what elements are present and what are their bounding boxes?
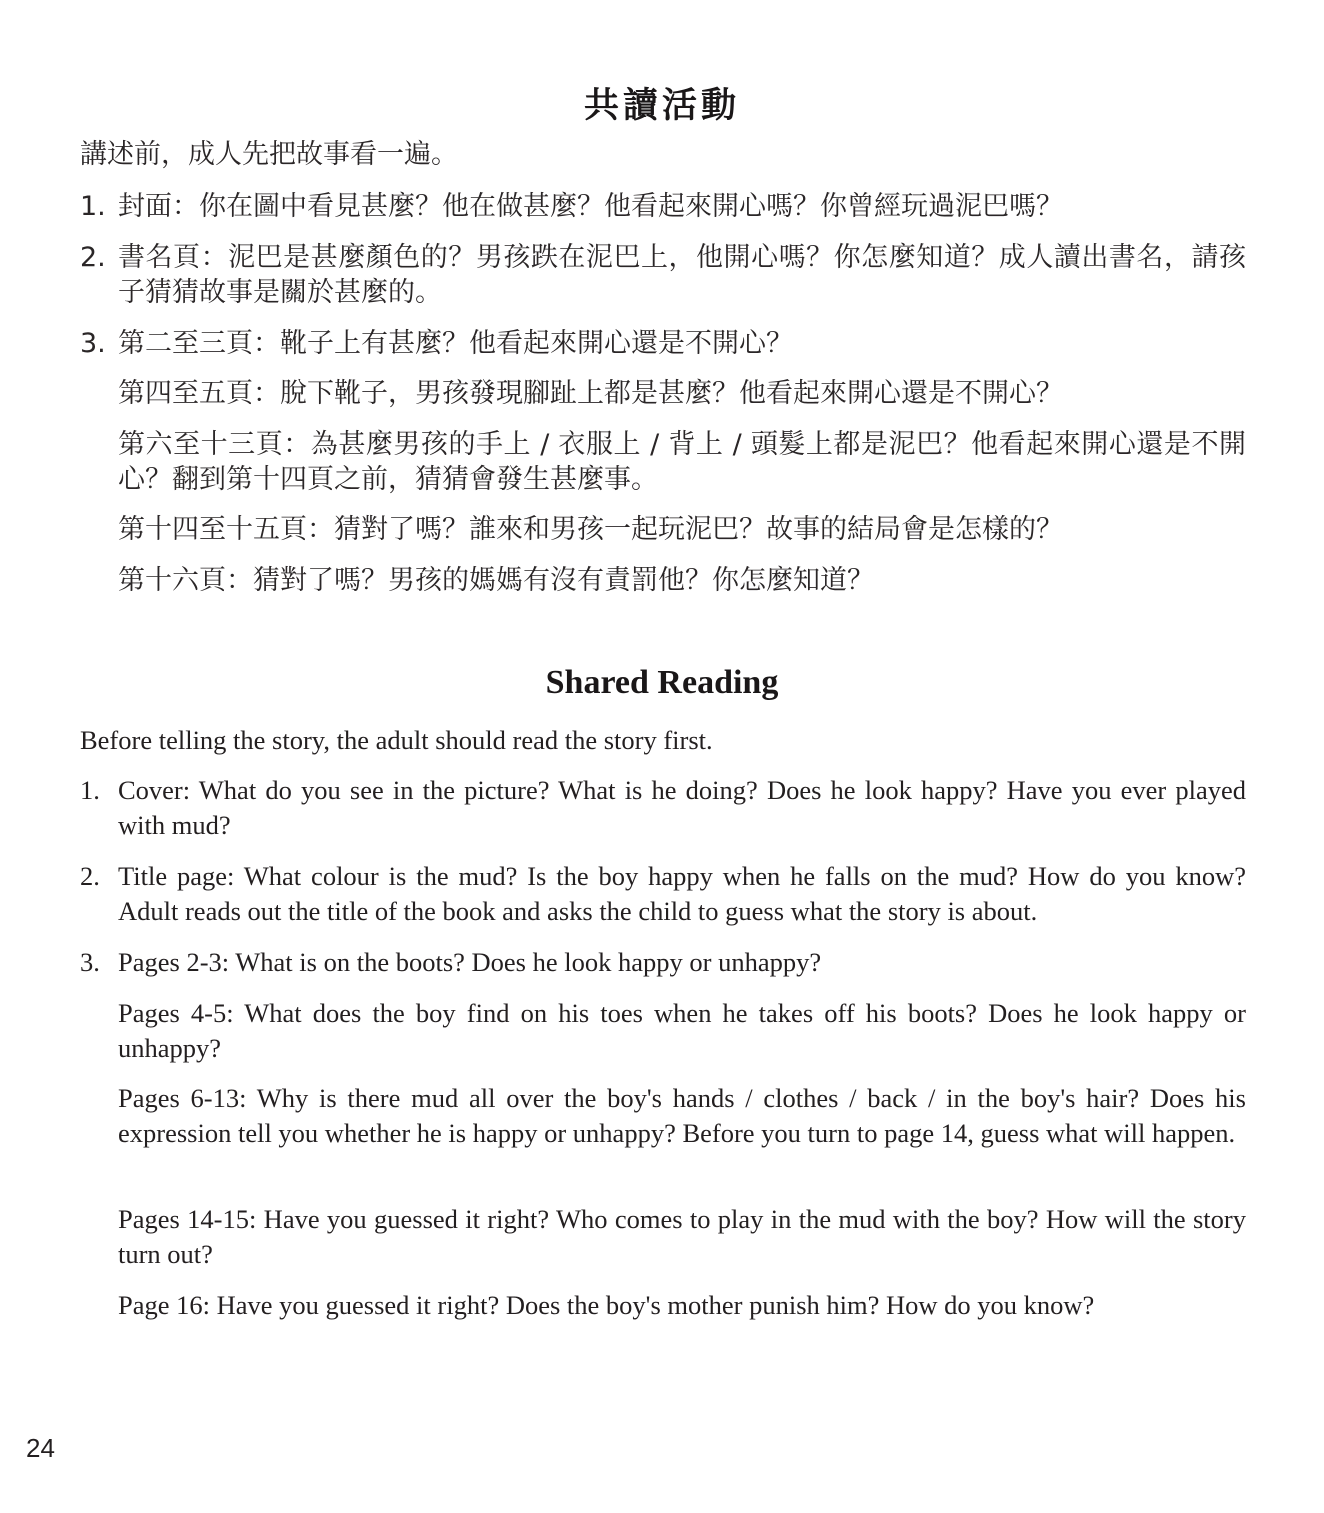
english-intro: Before telling the story, the adult should read the story first. — [80, 725, 713, 755]
chinese-list-number: 2. — [80, 242, 106, 273]
chinese-subitem-page-16: 第十六頁：猜對了嗎？男孩的媽媽有沒有責罰他？你怎麼知道？ — [118, 565, 874, 596]
chinese-subitem-pages-14-15: 第十四至十五頁：猜對了嗎？誰來和男孩一起玩泥巴？故事的結局會是怎樣的？ — [118, 514, 1063, 545]
english-list-number: 2. — [80, 861, 100, 891]
english-list-item-1 — [80, 773, 1246, 843]
chinese-list-item-2 — [80, 240, 1246, 310]
chinese-list-number: 3. — [80, 328, 106, 359]
english-subitem-pages-14-15: Pages 14-15: Have you guessed it right? Who comes to play in the mud with the boy? How will the story turn out? — [118, 1204, 1246, 1269]
chinese-section-title: 共讀活動 — [583, 86, 740, 126]
english-list-number: 3. — [80, 947, 100, 977]
chinese-list-text: 第二至三頁：靴子上有甚麼？他看起來開心還是不開心？ — [118, 328, 793, 359]
chinese-list-text: 書名頁：泥巴是甚麼顏色的？男孩跌在泥巴上，他開心嗎？你怎麼知道？成人讀出書名，請孩子猜猜故事是關於甚麼的。 — [118, 242, 1246, 308]
english-subitem-pages-6-13: Pages 6-13: Why is there mud all over the boy's hands / clothes / back / in the boy's hair? Does his expression tell you whether he is happy or unhappy? Before you turn to page 14, guess what will happen. — [118, 1083, 1246, 1148]
english-list-text: Cover: What do you see in the picture? What is he doing? Does he look happy? Have you ever played with mud? — [118, 775, 1246, 840]
english-subitem-page-16: Page 16: Have you guessed it right? Does the boy's mother punish him? How do you know? — [118, 1290, 1095, 1320]
english-list-item-2 — [80, 859, 1246, 929]
chinese-list-text: 封面：你在圖中看見甚麼？他在做甚麼？他看起來開心嗎？你曾經玩過泥巴嗎？ — [118, 191, 1063, 222]
chinese-subitem-pages-6-13: 第六至十三頁：為甚麼男孩的手上 / 衣服上 / 背上 / 頭髮上都是泥巴？他看起來開心還是不開心？翻到第十四頁之前，猜猜會發生甚麼事。 — [118, 429, 1246, 495]
english-list-number: 1. — [80, 775, 100, 805]
english-subitem-pages-4-5: Pages 4-5: What does the boy find on his toes when he takes off his boots? Does he look happy or unhappy? — [118, 998, 1246, 1063]
chinese-list-item-1 — [80, 189, 1246, 224]
page-number: 24 — [26, 1433, 55, 1463]
english-list-item-3 — [80, 945, 1246, 980]
english-list-text: Pages 2-3: What is on the boots? Does he look happy or unhappy? — [118, 947, 822, 977]
english-section-title: Shared Reading — [545, 664, 779, 701]
chinese-intro: 講述前，成人先把故事看一遍。 — [80, 139, 458, 170]
chinese-list-number: 1. — [80, 191, 106, 222]
english-list-text: Title page: What colour is the mud? Is the boy happy when he falls on the mud? How do you know? Adult reads out the title of the book and asks the child to guess what the story is about. — [118, 861, 1246, 926]
chinese-list-item-3 — [80, 326, 1246, 361]
chinese-subitem-pages-4-5: 第四至五頁：脫下靴子，男孩發現腳趾上都是甚麼？他看起來開心還是不開心？ — [118, 378, 1063, 409]
